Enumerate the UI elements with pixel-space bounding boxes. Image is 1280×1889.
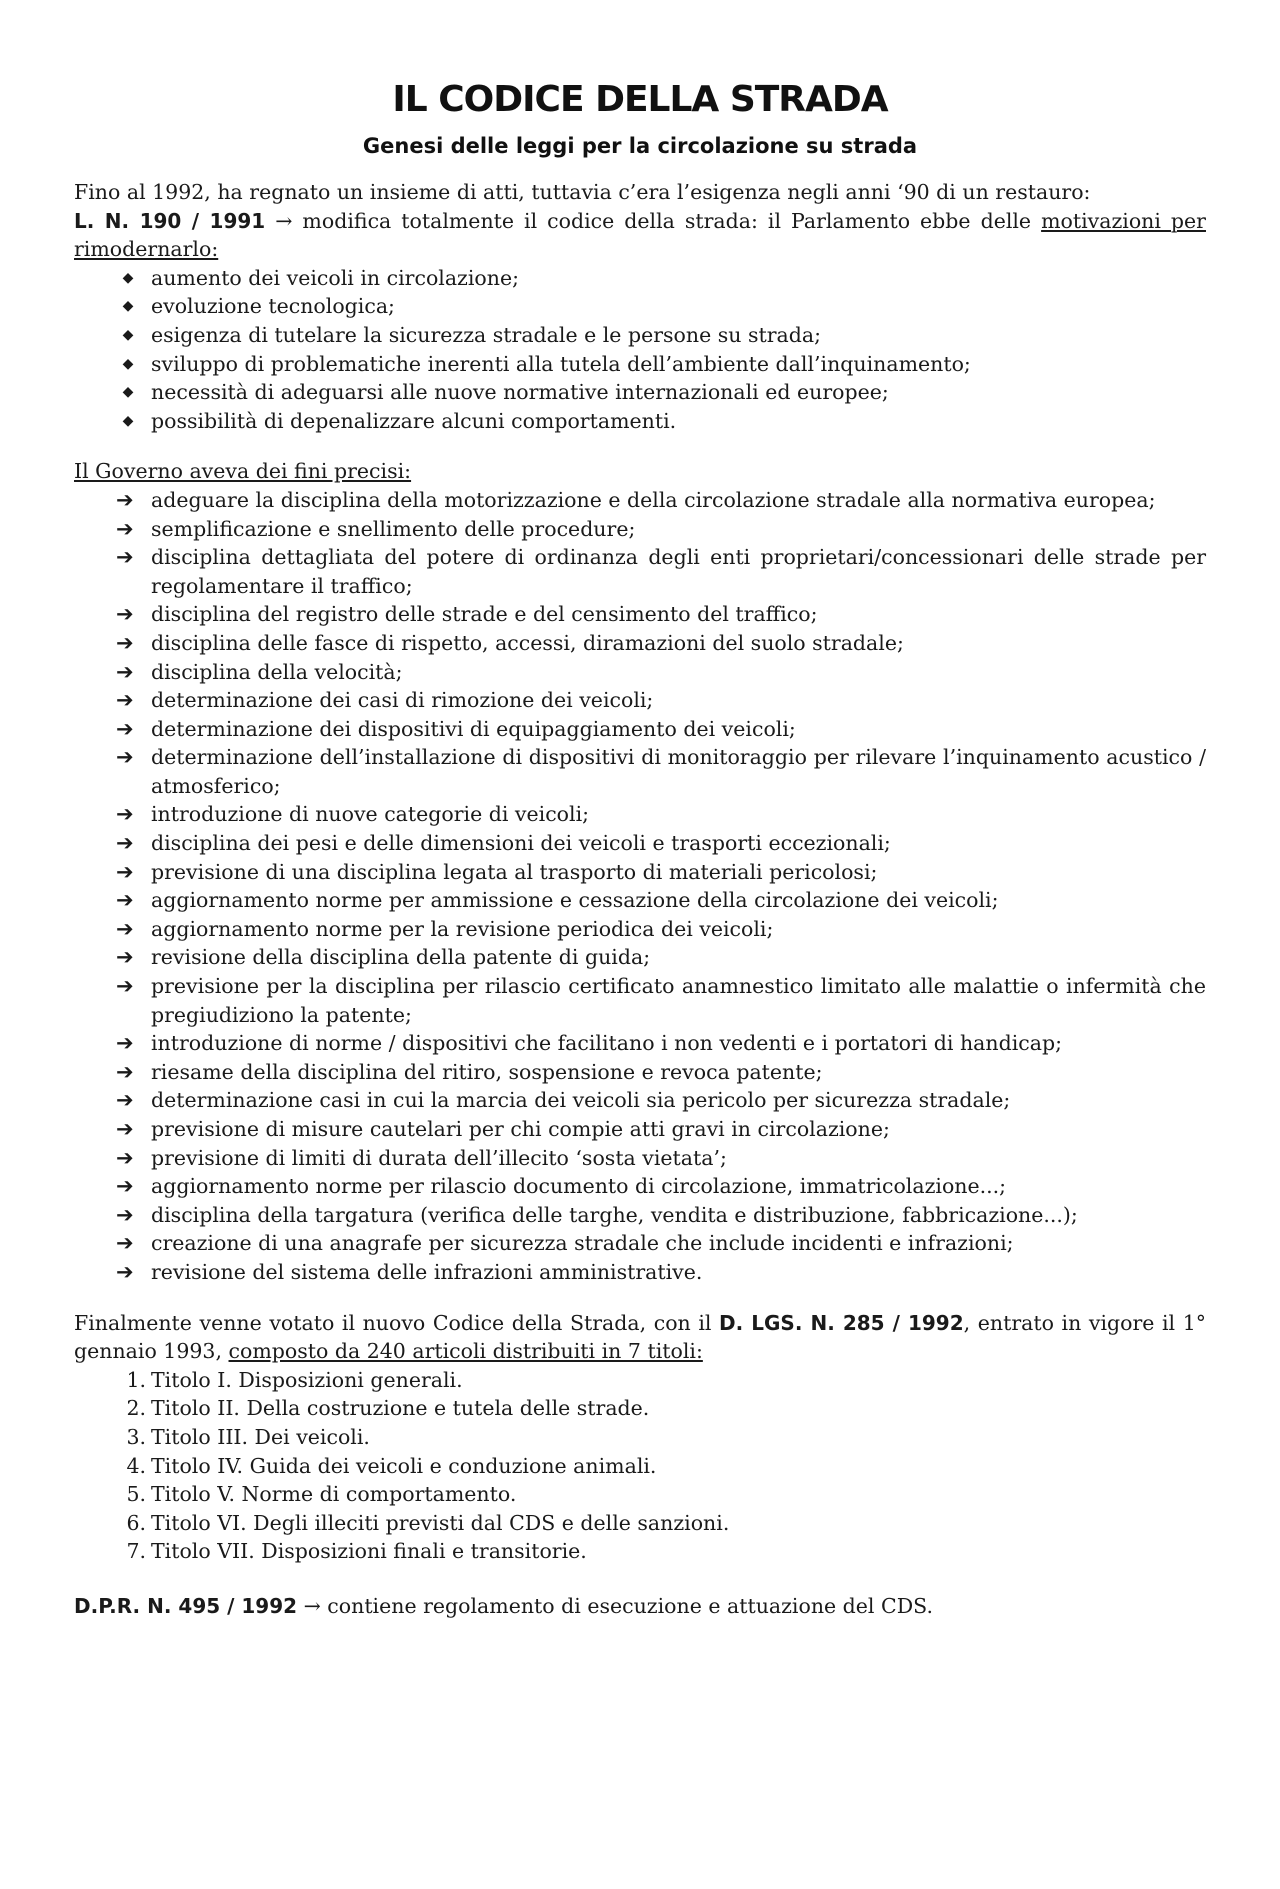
list-item-text: sviluppo di problematiche inerenti alla tutela dell’ambiente dall’inquinamento; bbox=[151, 351, 971, 376]
arrow-bullet-icon: ➔ bbox=[116, 1145, 134, 1170]
list-item bbox=[74, 1394, 1206, 1423]
arrow-bullet-icon: ➔ bbox=[116, 516, 134, 541]
list-item bbox=[74, 972, 1206, 1029]
list-item-text: determinazione casi in cui la marcia dei veicoli sia pericolo per sicurezza stradale; bbox=[151, 1088, 1011, 1113]
arrow-bullet-icon: ➔ bbox=[116, 1088, 134, 1113]
list-item-text: Titolo V. Norme di comportamento. bbox=[151, 1482, 517, 1507]
list-item-text: aumento dei veicoli in circolazione; bbox=[151, 265, 519, 290]
arrow-bullet-icon: ➔ bbox=[116, 1174, 134, 1199]
list-item-text: disciplina della targatura (verifica delle targhe, vendita e distribuzione, fabbricazione...); bbox=[151, 1202, 1078, 1227]
list-item bbox=[74, 1229, 1206, 1258]
list-item-text: determinazione dell’installazione di dispositivi di monitoraggio per rilevare l’inquinamento acustico / atmosferico; bbox=[151, 745, 1206, 798]
list-item-text: Titolo III. Dei veicoli. bbox=[151, 1424, 370, 1449]
dpr-text: contiene regolamento di esecuzione e attuazione del CDS. bbox=[320, 1593, 933, 1618]
dpr-paragraph bbox=[74, 1592, 1206, 1621]
list-item-number: 3. bbox=[126, 1424, 146, 1449]
diamond-bullet-icon: ◆ bbox=[122, 384, 134, 401]
titles-heading: composto da 240 articoli distribuiti in 7 titoli: bbox=[228, 1339, 703, 1364]
list-item-text: previsione di limiti di durata dell’illecito ‘sosta vietata’; bbox=[151, 1145, 727, 1170]
arrow-icon: → bbox=[303, 1593, 321, 1618]
list-item-text: possibilità di depenalizzare alcuni comportamenti. bbox=[151, 408, 677, 433]
diamond-bullet-icon: ◆ bbox=[122, 412, 134, 429]
page-subtitle: Genesi delle leggi per la circolazione su strada bbox=[362, 134, 918, 158]
list-item-text: Titolo II. Della costruzione e tutela delle strade. bbox=[151, 1396, 650, 1421]
list-item bbox=[74, 1058, 1206, 1087]
arrow-bullet-icon: ➔ bbox=[116, 1231, 134, 1256]
list-item-text: Titolo I. Disposizioni generali. bbox=[151, 1367, 463, 1392]
arrow-bullet-icon: ➔ bbox=[116, 630, 134, 655]
list-item-number: 6. bbox=[126, 1510, 146, 1535]
list-item-text: evoluzione tecnologica; bbox=[151, 294, 395, 319]
list-item-text: disciplina delle fasce di rispetto, accessi, diramazioni del suolo stradale; bbox=[151, 630, 904, 655]
list-item-text: introduzione di norme / dispositivi che facilitano i non vedenti e i portatori di handicap; bbox=[151, 1031, 1063, 1056]
list-item bbox=[74, 1480, 1206, 1509]
arrow-bullet-icon: ➔ bbox=[116, 716, 134, 741]
list-item bbox=[74, 350, 1206, 379]
list-item-text: Titolo VI. Degli illeciti previsti dal CDS e delle sanzioni. bbox=[151, 1510, 730, 1535]
list-item bbox=[74, 378, 1206, 407]
arrow-bullet-icon: ➔ bbox=[116, 659, 134, 684]
list-item bbox=[74, 1537, 1206, 1566]
page-title: IL CODICE DELLA STRADA bbox=[392, 79, 888, 120]
goals-list bbox=[74, 486, 1206, 1287]
list-item bbox=[74, 1366, 1206, 1395]
dlgs-ref: D. LGS. N. 285 / 1992 bbox=[719, 1310, 964, 1335]
list-item bbox=[74, 629, 1206, 658]
list-item-text: previsione di una disciplina legata al trasporto di materiali pericolosi; bbox=[151, 859, 878, 884]
arrow-bullet-icon: ➔ bbox=[116, 1202, 134, 1227]
arrow-icon: → bbox=[275, 208, 293, 233]
list-item-text: necessità di adeguarsi alle nuove normative internazionali ed europee; bbox=[151, 380, 889, 405]
list-item bbox=[74, 407, 1206, 436]
list-item bbox=[74, 1509, 1206, 1538]
list-item-text: creazione di una anagrafe per sicurezza stradale che include incidenti e infrazioni; bbox=[151, 1231, 1014, 1256]
list-item-text: previsione di misure cautelari per chi compie atti gravi in circolazione; bbox=[151, 1117, 890, 1141]
list-item bbox=[74, 715, 1206, 744]
list-item-text: determinazione dei dispositivi di equipaggiamento dei veicoli; bbox=[151, 716, 796, 741]
arrow-bullet-icon: ➔ bbox=[116, 1259, 134, 1284]
list-item-text: disciplina dei pesi e delle dimensioni dei veicoli e trasporti eccezionali; bbox=[151, 831, 891, 856]
list-item bbox=[74, 800, 1206, 829]
arrow-bullet-icon: ➔ bbox=[116, 487, 134, 512]
arrow-bullet-icon: ➔ bbox=[116, 916, 134, 941]
list-item bbox=[74, 658, 1206, 687]
list-item bbox=[74, 943, 1206, 972]
list-item-text: disciplina dettagliata del potere di ordinanza degli enti proprietari/concessionari delle strade per regolamentare il traffico; bbox=[151, 545, 1206, 598]
arrow-bullet-icon: ➔ bbox=[116, 602, 134, 627]
list-item-text: adeguare la disciplina della motorizzazione e della circolazione stradale alla normativa europea; bbox=[151, 487, 1156, 512]
list-item-text: semplificazione e snellimento delle procedure; bbox=[151, 516, 636, 541]
list-item-text: riesame della disciplina del ritiro, sospensione e revoca patente; bbox=[151, 1059, 823, 1084]
arrow-bullet-icon: ➔ bbox=[116, 1059, 134, 1084]
list-item-text: Titolo IV. Guida dei veicoli e conduzione animali. bbox=[151, 1453, 657, 1478]
dpr-ref: D.P.R. N. 495 / 1992 bbox=[74, 1593, 298, 1618]
list-item bbox=[74, 1452, 1206, 1481]
list-item bbox=[74, 743, 1206, 800]
list-item bbox=[74, 292, 1206, 321]
diamond-bullet-icon: ◆ bbox=[122, 326, 134, 343]
list-item-text: aggiornamento norme per rilascio documento di circolazione, immatricolazione...; bbox=[151, 1174, 1007, 1199]
list-item bbox=[74, 600, 1206, 629]
list-item-number: 1. bbox=[126, 1367, 146, 1392]
diamond-bullet-icon: ◆ bbox=[122, 298, 134, 315]
list-item-text: esigenza di tutelare la sicurezza stradale e le persone su strada; bbox=[151, 322, 821, 347]
list-item bbox=[74, 1172, 1206, 1201]
list-item-number: 5. bbox=[126, 1482, 146, 1507]
arrow-bullet-icon: ➔ bbox=[116, 802, 134, 827]
list-item-text: aggiornamento norme per ammissione e cessazione della circolazione dei veicoli; bbox=[151, 888, 999, 913]
list-item bbox=[74, 1423, 1206, 1452]
list-item-text: introduzione di nuove categorie di veicoli; bbox=[151, 802, 590, 827]
list-item bbox=[74, 915, 1206, 944]
arrow-bullet-icon: ➔ bbox=[116, 1031, 134, 1056]
arrow-bullet-icon: ➔ bbox=[116, 831, 134, 856]
arrow-bullet-icon: ➔ bbox=[116, 974, 134, 999]
final-text-middle: , entrato in vigore il 1° gennaio 1993, bbox=[74, 1310, 1206, 1364]
law-1991-text: modifica totalmente il codice della strada: il Parlamento ebbe delle bbox=[292, 208, 1042, 233]
list-item bbox=[74, 543, 1206, 600]
final-text-before: Finalmente venne votato il nuovo Codice della Strada, con il bbox=[74, 1310, 720, 1335]
list-item bbox=[74, 858, 1206, 887]
arrow-bullet-icon: ➔ bbox=[116, 545, 134, 570]
list-item bbox=[74, 486, 1206, 515]
arrow-bullet-icon: ➔ bbox=[116, 945, 134, 970]
list-item-text: revisione della disciplina della patente di guida; bbox=[151, 945, 651, 970]
list-item-text: disciplina della velocità; bbox=[151, 659, 403, 684]
titles-list bbox=[74, 1366, 1206, 1566]
list-item-number: 4. bbox=[126, 1453, 146, 1478]
arrow-bullet-icon: ➔ bbox=[116, 745, 134, 770]
intro-paragraph: Fino al 1992, ha regnato un insieme di atti, tuttavia c’era l’esigenza negli anni ‘90 di un restauro: bbox=[74, 180, 1091, 204]
list-item-text: disciplina del registro delle strade e del censimento del traffico; bbox=[151, 602, 818, 627]
list-item-text: revisione del sistema delle infrazioni amministrative. bbox=[151, 1259, 703, 1284]
motivations-list bbox=[74, 264, 1206, 436]
list-item-text: Titolo VII. Disposizioni finali e transitorie. bbox=[151, 1539, 587, 1564]
arrow-bullet-icon: ➔ bbox=[116, 688, 134, 713]
list-item bbox=[74, 515, 1206, 544]
list-item bbox=[74, 1029, 1206, 1058]
list-item-number: 7. bbox=[126, 1539, 146, 1564]
goals-heading: Il Governo aveva dei fini precisi: bbox=[74, 459, 412, 484]
arrow-bullet-icon: ➔ bbox=[116, 888, 134, 913]
list-item bbox=[74, 1086, 1206, 1115]
list-item bbox=[74, 1115, 1206, 1144]
arrow-bullet-icon: ➔ bbox=[116, 1117, 134, 1141]
law-1991-paragraph bbox=[74, 207, 1206, 264]
final-paragraph bbox=[74, 1309, 1206, 1366]
list-item bbox=[74, 829, 1206, 858]
list-item bbox=[74, 1258, 1206, 1287]
diamond-bullet-icon: ◆ bbox=[122, 269, 134, 286]
list-item-number: 2. bbox=[126, 1396, 146, 1421]
arrow-bullet-icon: ➔ bbox=[116, 859, 134, 884]
list-item bbox=[74, 1201, 1206, 1230]
list-item bbox=[74, 1144, 1206, 1173]
list-item bbox=[74, 686, 1206, 715]
law-1991-ref: L. N. 190 / 1991 bbox=[74, 208, 266, 233]
document-page bbox=[0, 78, 1280, 1889]
motivations-heading: motivazioni per rimodernarlo: bbox=[74, 208, 1206, 262]
list-item-text: previsione per la disciplina per rilascio certificato anamnestico limitato alle malattie o infermità che pregiudiziono la patente; bbox=[151, 974, 1206, 1027]
diamond-bullet-icon: ◆ bbox=[122, 355, 134, 372]
list-item-text: aggiornamento norme per la revisione periodica dei veicoli; bbox=[151, 916, 774, 941]
list-item bbox=[74, 886, 1206, 915]
list-item bbox=[74, 264, 1206, 293]
list-item bbox=[74, 321, 1206, 350]
list-item-text: determinazione dei casi di rimozione dei veicoli; bbox=[151, 688, 654, 713]
